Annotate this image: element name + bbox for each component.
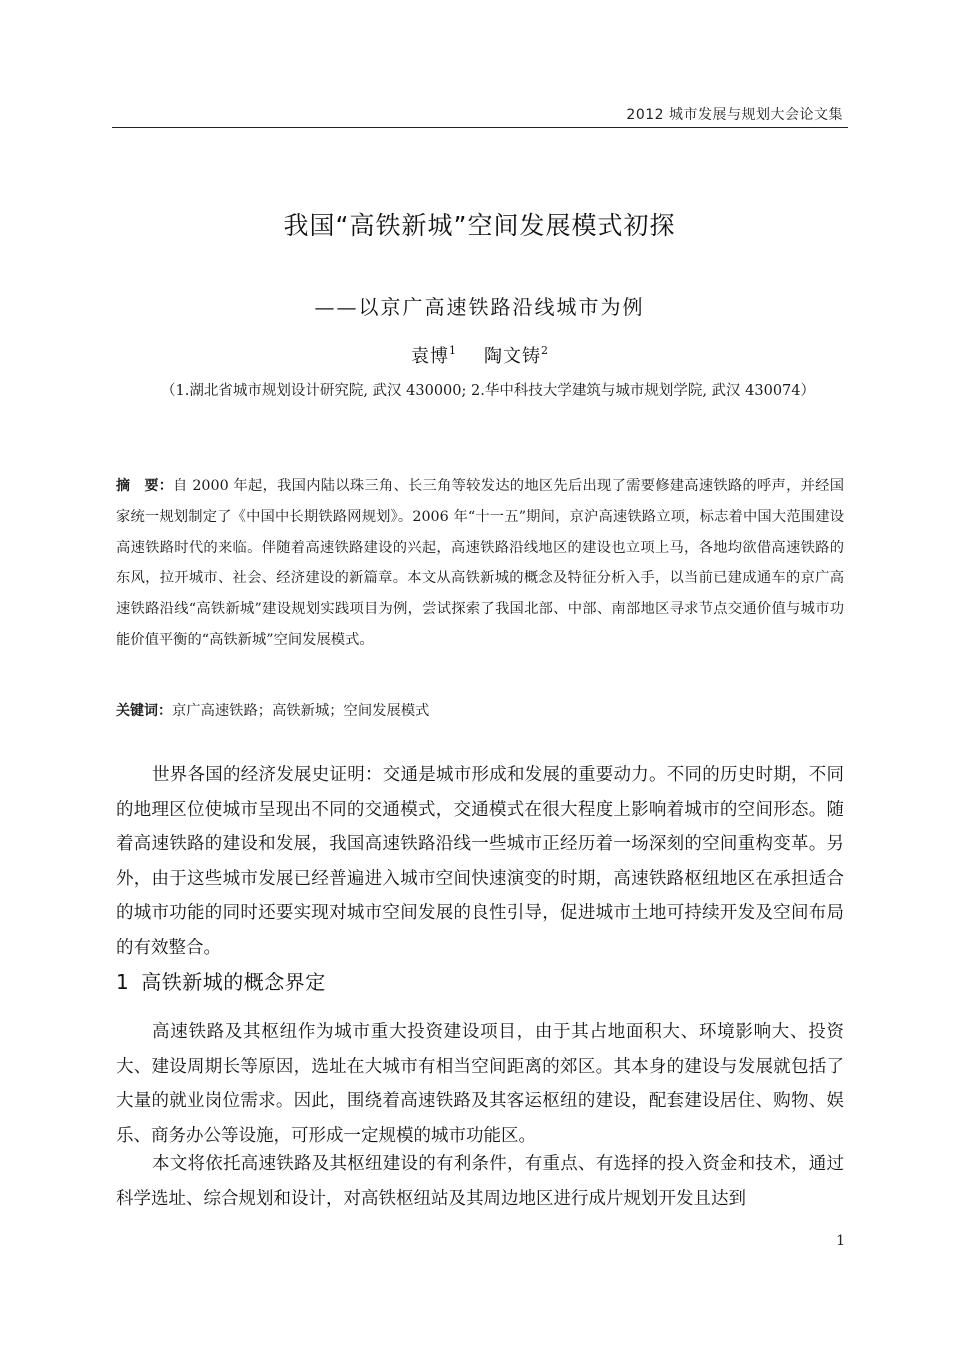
- body-paragraph: 世界各国的经济发展史证明：交通是城市形成和发展的重要动力。不同的历史时期，不同的地理区位使城市呈现出不同的交通模式，交通模式在很大程度上影响着城市的空间形态。随着高速铁路的建设和发展，我国高速铁路沿线一些城市正经历着一场深刻的空间重构变革。另外，由于这些城市发展已经普遍进入城市空间快速演变的时期，高速铁路枢纽地区在承担适合的城市功能的同时还要实现对城市空间发展的良性引导，促进城市土地可持续开发及空间布局的有效整合。: [116, 765, 844, 958]
- body-paragraph: 本文将依托高速铁路及其枢纽建设的有利条件，有重点、有选择的投入资金和技术，通过科学选址、综合规划和设计，对高铁枢纽站及其周边地区进行成片规划开发且达到: [116, 1154, 844, 1209]
- author-name: 陶文铸: [484, 346, 541, 367]
- abstract-label: 摘 要：: [116, 478, 173, 494]
- affiliation: （1.湖北省城市规划设计研究院, 武汉 430000; 2.华中科技大学建筑与城市规划学院, 武汉 430074）: [160, 383, 816, 399]
- section-title: 高铁新城的概念界定: [141, 970, 326, 994]
- abstract-text: 自 2000 年起，我国内陆以珠三角、长三角等较发达的地区先后出现了需要修建高速铁路的呼声，并经国家统一规划制定了《中国中长期铁路网规划》。2006 年“十一五”期间，京沪高速铁路立项，标志着中国大范围建设高速铁路时代的来临。伴随着高速铁路建设的兴起，高速铁路沿线地区的建设也立项上马，各地均欲借高速铁路的东风，拉开城市、社会、经济建设的新篇章。本文从高铁新城的概念及特征分析入手，以当前已建成通车的京广高速铁路沿线“高铁新城”建设规划实践项目为例，尝试探索了我国北部、中部、南部地区寻求节点交通价值与城市功能价值平衡的“高铁新城”空间发展模式。: [116, 478, 844, 648]
- body-paragraph: 高速铁路及其枢纽作为城市重大投资建设项目，由于其占地面积大、环境影响大、投资大、建设周期长等原因，选址在大城市有相当空间距离的郊区。其本身的建设与发展就包括了大量的就业岗位需求。因此，围绕着高速铁路及其客运枢纽的建设，配套建设居住、购物、娱乐、商务办公等设施，可形成一定规模的城市功能区。: [116, 1022, 844, 1146]
- author-line: [0, 342, 959, 368]
- running-header: 2012 城市发展与规划大会论文集: [626, 107, 843, 123]
- keywords: [116, 696, 844, 726]
- paper-title: 我国“高铁新城”空间发展模式初探: [283, 211, 676, 240]
- section-heading: [116, 966, 326, 995]
- author-affiliation-mark: 1: [449, 344, 456, 357]
- abstract: [116, 471, 844, 656]
- author-affiliation-mark: 2: [541, 344, 548, 357]
- author-name: 袁博: [411, 346, 449, 367]
- section-number: 1: [116, 970, 130, 994]
- paper-subtitle: ——以京广高速铁路沿线城市为例: [314, 295, 645, 319]
- keywords-text: 京广高速铁路；高铁新城；空间发展模式: [172, 703, 430, 719]
- keywords-label: 关键词：: [116, 703, 172, 719]
- page-number: 1: [836, 1233, 845, 1249]
- header-rule: [112, 127, 848, 128]
